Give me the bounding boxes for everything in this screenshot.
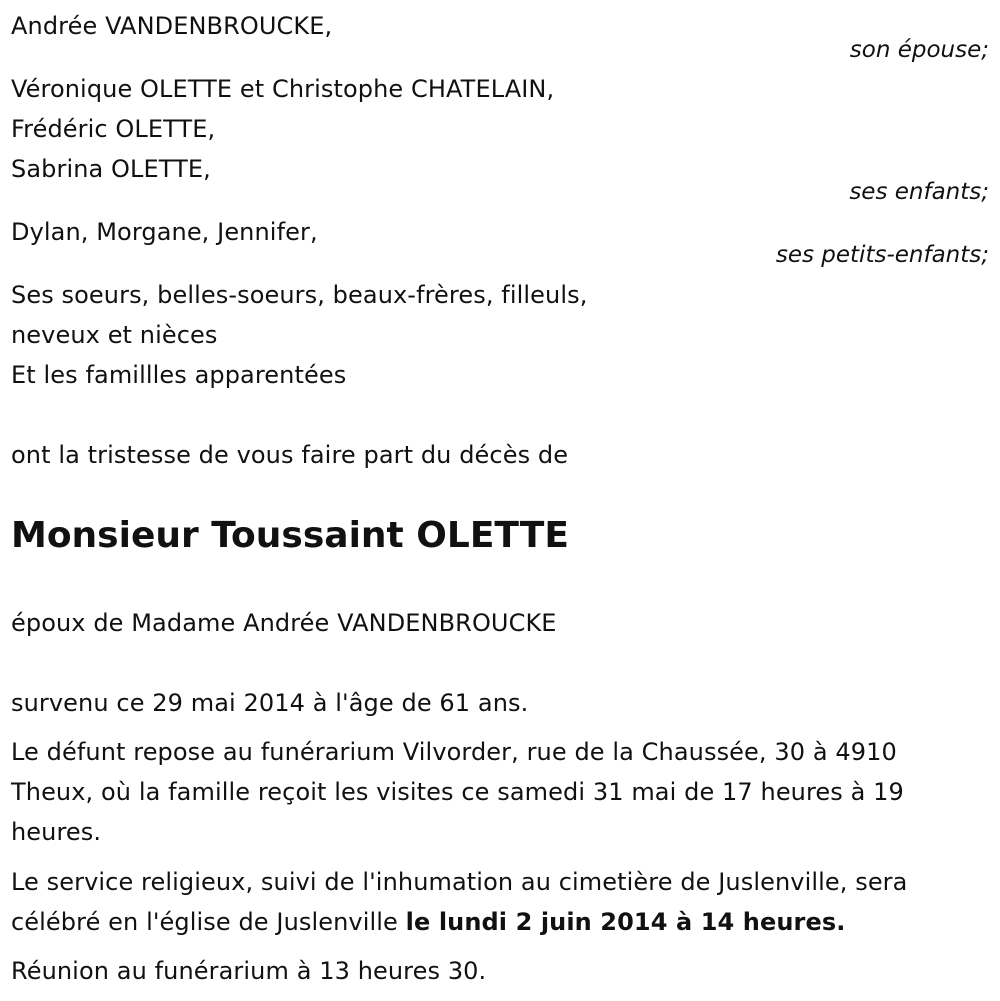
- rest-info-paragraph: Le défunt repose au funérarium Vilvorder, rue de la Chaussée, 30 à 4910 Theux, où la famille reçoit les visites ce samedi 31 mai de 17 heures à 19 heures.: [11, 738, 904, 846]
- spouse-name: Andrée VANDENBROUCKE,: [11, 12, 333, 40]
- meeting-text: Réunion au funérarium à 13 heures 30.: [11, 957, 487, 985]
- grandchildren-names: Dylan, Morgane, Jennifer,: [11, 218, 318, 246]
- service-info-text: Le service religieux, suivi de l'inhumation au cimetière de Juslenville, sera célébré en l'église de Juslenville: [11, 868, 908, 936]
- children-role: ses enfants;: [849, 179, 989, 205]
- deceased-name: Monsieur Toussaint OLETTE: [11, 515, 569, 556]
- child-line: Véronique OLETTE et Christophe CHATELAIN,: [11, 75, 555, 103]
- announcement-text: ont la tristesse de vous faire part du décès de: [11, 441, 569, 469]
- passed-text: survenu ce 29 mai 2014 à l'âge de 61 ans.: [11, 689, 529, 717]
- relatives-line: Et les famillles apparentées: [11, 361, 347, 389]
- grandchildren-role: ses petits-enfants;: [775, 242, 989, 268]
- relatives-line: neveux et nièces: [11, 321, 218, 349]
- child-line: Sabrina OLETTE,: [11, 155, 211, 183]
- relatives-line: Ses soeurs, belles-soeurs, beaux-frères, filleuls,: [11, 281, 588, 309]
- child-line: Frédéric OLETTE,: [11, 115, 216, 143]
- spouse-role: son épouse;: [849, 37, 989, 63]
- spouse-of-text: époux de Madame Andrée VANDENBROUCKE: [11, 609, 557, 637]
- service-date: le lundi 2 juin 2014 à 14 heures.: [405, 908, 846, 936]
- service-info-paragraph: [11, 862, 986, 942]
